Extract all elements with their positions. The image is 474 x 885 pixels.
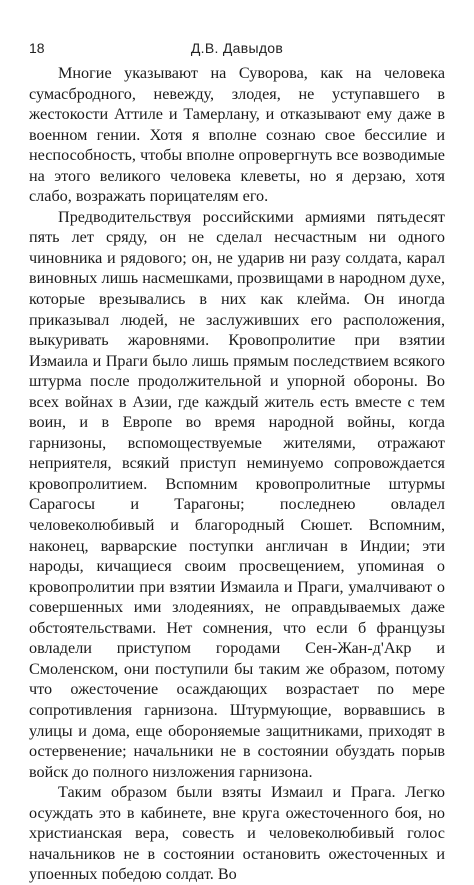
running-head: Д.В. Давыдов: [190, 40, 284, 56]
paragraph: Многие указывают на Суворова, как на человека сумасбродного, невежду, злодея, не уступавшего в жестокости Аттиле и Тамерлану, и отказывают ему даже в военном гении. Хотя я вполне сознаю свое бессилие и неспособность, чтобы вполне опровергнуть все возводимые на этого великого человека клеветы, но я дерзаю, хотя слабо, возражать порицателям его.: [29, 64, 445, 206]
paragraph: Предводительствуя российскими армиями пятьдесят пять лет сряду, он не сделал несчастным ни одного чиновника и рядового; он, не ударив ни разу солдата, карал виновных лишь насмешками, прозвищами в народном духе, которые врезывались в них как клейма. Он иногда приказывал людей, не заслуживших его расположения, выкуривать жаровнями. Кровопролитие при взятии Измаила и Праги было лишь прямым последствием всякого штурма после продолжительной и упорной обороны. Во всех войнах в Азии, где каждый житель есть вместе с тем воин, и в Европе во время народной войны, когда гарнизоны, вспомоществуемые жителями, отражают неприятеля, всякий приступ неминуемо сопровождается кровопролитием. Вспомним кровопролитные штурмы Сарагосы и Тарагоны; последнею овладел человеколюбивый и благородный Сюшет. Вспомним, наконец, варварские поступки англичан в Индии; эти народы, кичащиеся своим просвещением, упоминая о кровопролитии при взятии Измаила и Праги, умалчивают о совершенных ими злодеяниях, не оправдываемых даже обстоятельствами. Нет сомнения, что если б французы овладели приступом городами Сен-Жан-д'Акр и Смоленском, они поступили бы таким же образом, потому что ожесточение осаждающих возрастает по мере сопротивления гарнизона. Штурмующие, ворвавшись в улицы и дома, еще обороняемые защитниками, приходят в остервенение; начальники не в состоянии обуздать порыв войск до полного низложения гарнизона.: [29, 207, 445, 781]
page-number: 18: [29, 40, 45, 56]
page-header: [29, 40, 445, 60]
body-text: [29, 63, 445, 885]
paragraph: Таким образом были взяты Измаил и Прага. Легко осуждать это в кабинете, вне круга ожесточенного боя, но христианская вера, совесть и человеколюбивый голос начальников не в состоянии остановить ожесточенных и упоенных победою солдат. Во: [29, 783, 445, 884]
